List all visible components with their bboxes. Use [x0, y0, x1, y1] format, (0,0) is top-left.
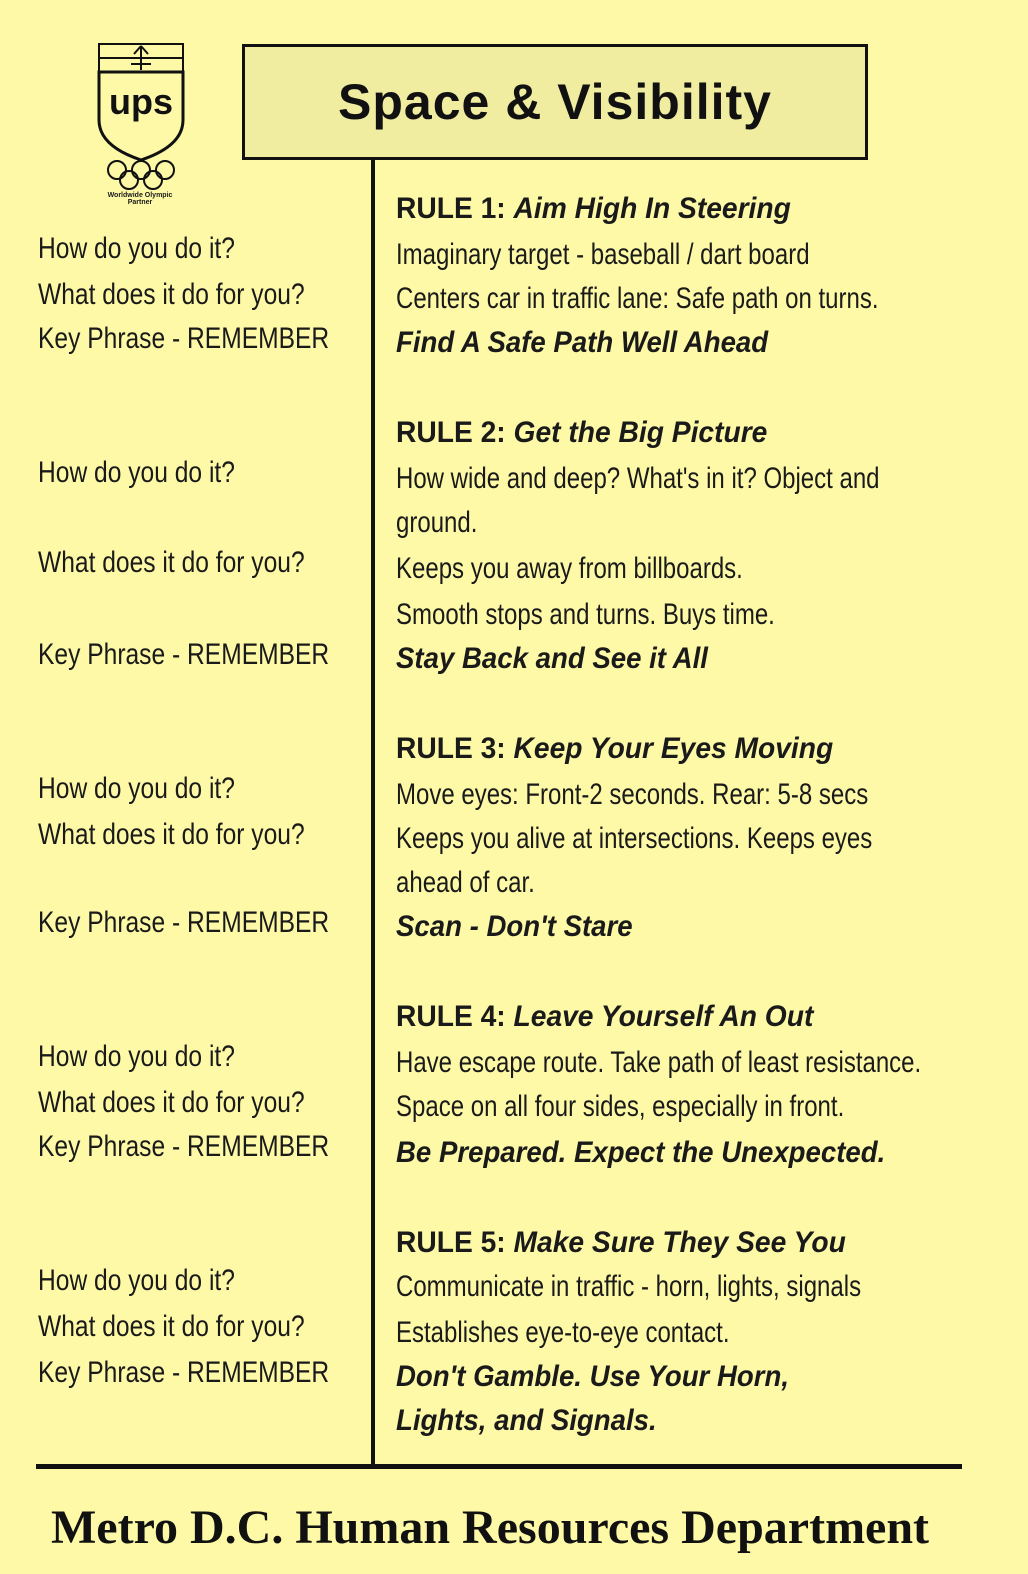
rule-4-title: Leave Yourself An Out	[513, 1000, 814, 1033]
rule-3-heading	[396, 732, 833, 766]
key-phrase-label: Key Phrase - REMEMBER	[38, 1356, 330, 1389]
rule-1-title: Aim High In Steering	[513, 192, 791, 225]
rule-3-key-phrase: Scan - Don't Stare	[396, 910, 633, 943]
rule-2-body-line: How wide and deep? What's in it? Object and	[396, 462, 880, 495]
title-box	[242, 44, 868, 160]
rule-2-heading	[396, 416, 767, 450]
rule-5-key-phrase: Don't Gamble. Use Your Horn,	[396, 1360, 790, 1393]
what-label: What does it do for you?	[38, 278, 305, 311]
what-label: What does it do for you?	[38, 546, 305, 579]
key-phrase-label: Key Phrase - REMEMBER	[38, 906, 330, 939]
what-label: What does it do for you?	[38, 1086, 305, 1119]
rule-2-body-line: Smooth stops and turns. Buys time.	[396, 598, 775, 631]
rule-2-key-phrase: Stay Back and See it All	[396, 642, 708, 675]
rule-3-body-line: Move eyes: Front-2 seconds. Rear: 5-8 secs	[396, 778, 869, 811]
key-phrase-label: Key Phrase - REMEMBER	[38, 322, 330, 355]
rule-3-body-line: Keeps you alive at intersections. Keeps eyes	[396, 822, 873, 855]
rule-4-key-phrase: Be Prepared. Expect the Unexpected.	[396, 1136, 886, 1169]
rule-1-body-line: Centers car in traffic lane: Safe path on turns.	[396, 282, 879, 315]
rule-4-body-line: Space on all four sides, especially in front.	[396, 1090, 845, 1123]
rule-4-body-line: Have escape route. Take path of least resistance.	[396, 1046, 922, 1079]
key-phrase-label: Key Phrase - REMEMBER	[38, 638, 330, 671]
rule-2-body-line: Keeps you away from billboards.	[396, 552, 743, 585]
page-title: Space & Visibility	[338, 74, 772, 130]
rule-1-heading	[396, 192, 791, 226]
rule-4-label: RULE 4:	[396, 1000, 506, 1033]
rule-4-heading	[396, 1000, 813, 1034]
key-phrase-label: Key Phrase - REMEMBER	[38, 1130, 330, 1163]
rule-3-body-line: ahead of car.	[396, 866, 535, 899]
rule-1-key-phrase: Find A Safe Path Well Ahead	[396, 326, 769, 359]
how-label: How do you do it?	[38, 456, 235, 489]
rule-5-heading	[396, 1226, 846, 1260]
ups-logo-text: ups	[108, 81, 174, 122]
how-label: How do you do it?	[38, 1040, 235, 1073]
what-label: What does it do for you?	[38, 1310, 305, 1343]
logo-tagline: Worldwide Olympic Partner	[107, 192, 173, 206]
department-footer: Metro D.C. Human Resources Department	[50, 1501, 930, 1554]
rule-2-title: Get the Big Picture	[513, 416, 768, 449]
rule-5-key-phrase: Lights, and Signals.	[396, 1404, 657, 1437]
how-label: How do you do it?	[38, 232, 235, 265]
rule-5-body-line: Communicate in traffic - horn, lights, signals	[396, 1270, 862, 1303]
rule-2-label: RULE 2:	[396, 416, 506, 449]
vertical-divider	[371, 160, 375, 1464]
what-label: What does it do for you?	[38, 818, 305, 851]
ups-olympic-logo	[96, 42, 186, 212]
rule-3-label: RULE 3:	[396, 732, 506, 765]
horizontal-divider	[36, 1464, 962, 1469]
rule-1-body-line: Imaginary target - baseball / dart board	[396, 238, 810, 271]
rule-5-label: RULE 5:	[396, 1226, 506, 1259]
how-label: How do you do it?	[38, 772, 235, 805]
rule-5-body-line: Establishes eye-to-eye contact.	[396, 1316, 730, 1349]
rule-5-title: Make Sure They See You	[513, 1226, 846, 1259]
how-label: How do you do it?	[38, 1264, 235, 1297]
rule-1-label: RULE 1:	[396, 192, 506, 225]
rule-2-body-line: ground.	[396, 506, 478, 539]
rule-3-title: Keep Your Eyes Moving	[513, 732, 834, 765]
